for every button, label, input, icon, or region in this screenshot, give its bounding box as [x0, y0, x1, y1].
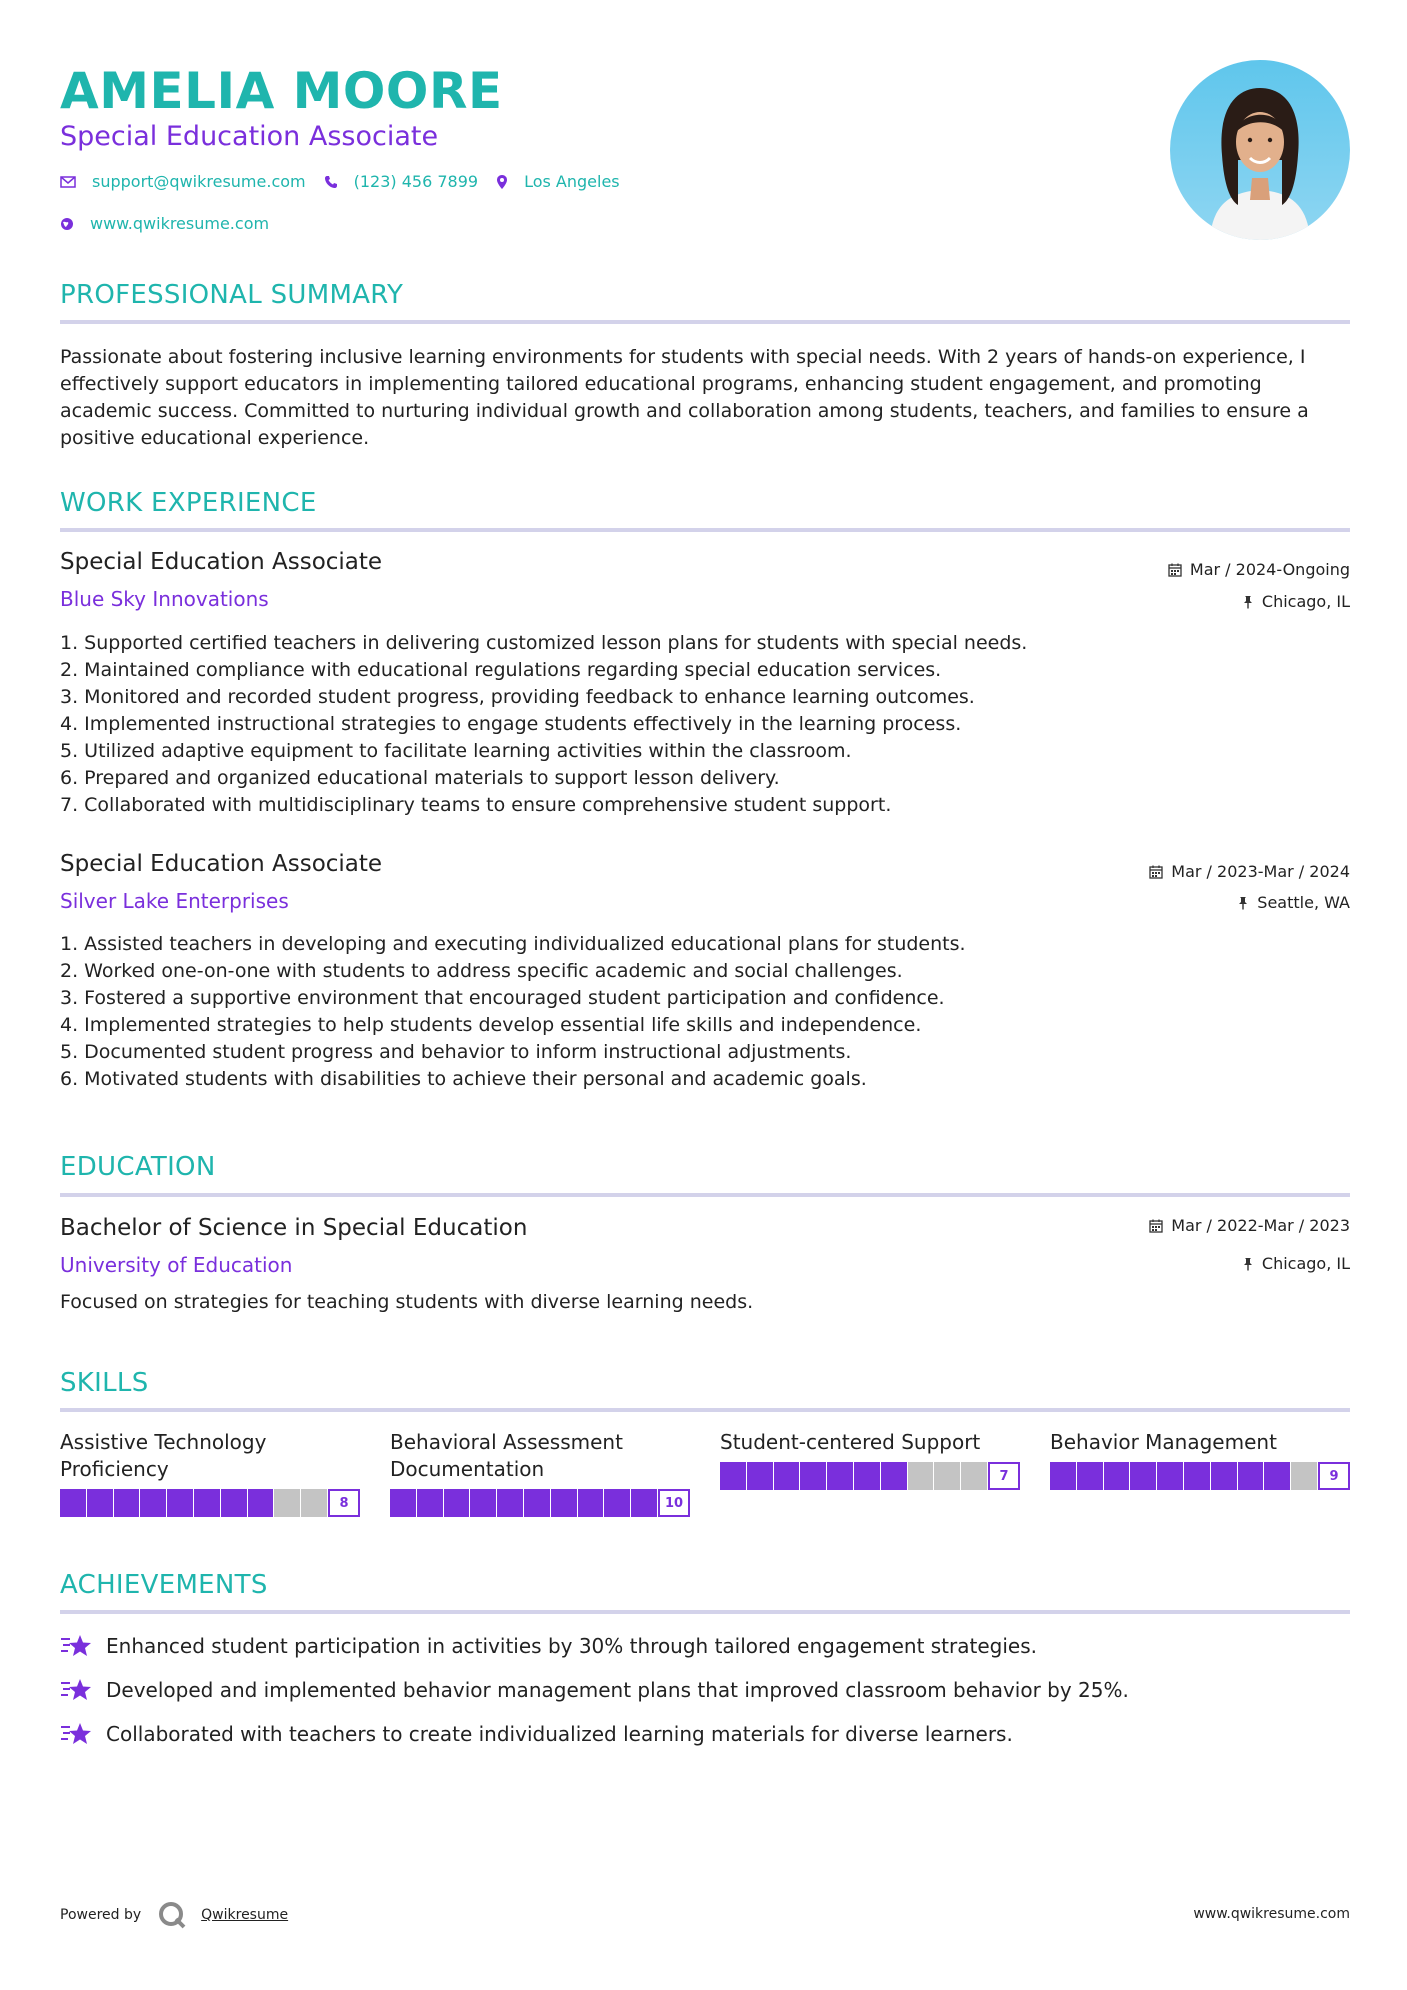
skill-segment-filled [720, 1462, 746, 1490]
pushpin-icon [1242, 595, 1254, 609]
skill-segment-filled [854, 1462, 880, 1490]
globe-icon [60, 217, 74, 231]
skill-segment-filled [551, 1489, 577, 1517]
section-divider [60, 1193, 1350, 1197]
bullet-item: 2. Maintained compliance with educational regulations regarding special education services. [60, 659, 942, 681]
skill-segment-filled [140, 1489, 166, 1517]
skill-segment-filled [1157, 1462, 1183, 1490]
skill-segment-filled [774, 1462, 800, 1490]
skill-item [1050, 1429, 1350, 1490]
company-name: Blue Sky Innovations [60, 587, 269, 611]
qwikresume-link[interactable]: Qwikresume [201, 1907, 289, 1923]
calendar-icon [1168, 563, 1182, 577]
skill-segment-filled [1104, 1462, 1130, 1490]
bullet-item: 5. Utilized adaptive equipment to facilitate learning activities within the classroom. [60, 740, 852, 762]
contact-website[interactable] [60, 214, 287, 233]
skill-bar [390, 1489, 658, 1517]
skill-segment-filled [221, 1489, 247, 1517]
skill-segment-empty [301, 1489, 327, 1517]
profile-photo [1170, 60, 1350, 240]
star-icon [60, 1677, 92, 1703]
skill-segment-filled [390, 1489, 416, 1517]
education-location-text: Chicago, IL [1261, 1254, 1350, 1273]
skill-item [720, 1429, 1020, 1490]
job-dates [1149, 862, 1350, 881]
skill-rating [60, 1489, 360, 1517]
education-dates [1149, 1216, 1350, 1235]
phone-text: (123) 456 7899 [353, 172, 479, 191]
skill-segment-filled [631, 1489, 657, 1517]
achievement-item [60, 1721, 1013, 1747]
skill-segment-empty [274, 1489, 300, 1517]
summary-heading: PROFESSIONAL SUMMARY [60, 280, 404, 310]
bullet-item: 6. Prepared and organized educational materials to support lesson delivery. [60, 767, 780, 789]
candidate-role: Special Education Associate [60, 121, 439, 152]
email-text: support@qwikresume.com [92, 172, 306, 191]
contact-phone[interactable] [324, 172, 478, 191]
job-location-text: Chicago, IL [1261, 592, 1350, 611]
education-location [1242, 1254, 1350, 1273]
website-item [60, 214, 269, 233]
summary-text: Passionate about fostering inclusive learning environments for students with special needs. With 2 years of hands-on experience, I effectively support educators in implementing tailored educational programs, enhancing student engagement, and promoting academic success. Committed to nurturing individual growth and collaboration among students, teachers, and families to ensure a positive educational experience. [60, 346, 1309, 449]
job-dates [1168, 560, 1350, 579]
pushpin-icon [1237, 896, 1249, 910]
skill-name: Student-centered Support [720, 1430, 981, 1454]
resume-page [60, 0, 1350, 1990]
bullet-item: 1. Assisted teachers in developing and executing individualized educational plans for students. [60, 933, 966, 955]
skill-segment-filled [1050, 1462, 1076, 1490]
achievement-text: Collaborated with teachers to create individualized learning materials for diverse learners. [106, 1722, 1013, 1746]
skill-segment-filled [444, 1489, 470, 1517]
achievement-item [60, 1633, 1037, 1659]
experience-heading: WORK EXPERIENCE [60, 488, 317, 518]
job-title: Special Education Associate [60, 549, 383, 575]
bullet-item: 4. Implemented instructional strategies to engage students effectively in the learning process. [60, 713, 962, 735]
section-divider [60, 1610, 1350, 1614]
skill-segment-empty [908, 1462, 934, 1490]
school-name: University of Education [60, 1253, 293, 1277]
skills-heading: SKILLS [60, 1368, 149, 1398]
skill-segment-filled [417, 1489, 443, 1517]
bullet-item: 6. Motivated students with disabilities to achieve their personal and academic goals. [60, 1068, 867, 1090]
achievements-heading: ACHIEVEMENTS [60, 1570, 268, 1600]
skill-bar [1050, 1462, 1318, 1490]
job-location-text: Seattle, WA [1257, 893, 1350, 912]
job-location [1237, 893, 1350, 912]
job-bullets [60, 931, 1350, 1093]
skill-segment-filled [524, 1489, 550, 1517]
mail-icon [60, 176, 76, 188]
education-description: Focused on strategies for teaching students with diverse learning needs. [60, 1291, 754, 1313]
job-location [1242, 592, 1350, 611]
skill-segment-filled [114, 1489, 140, 1517]
bullet-item: 5. Documented student progress and behavior to inform instructional adjustments. [60, 1041, 852, 1063]
skill-rating [720, 1462, 1020, 1490]
location-text: Los Angeles [524, 172, 620, 191]
degree-title: Bachelor of Science in Special Education [60, 1215, 528, 1241]
contact-location [496, 172, 620, 191]
skill-segment-filled [194, 1489, 220, 1517]
skill-segment-filled [747, 1462, 773, 1490]
skill-item [60, 1429, 360, 1517]
candidate-name: AMELIA MOORE [60, 62, 503, 120]
skill-level-badge: 7 [988, 1462, 1020, 1490]
qwikresume-logo-icon [157, 1900, 187, 1930]
skill-segment-filled [604, 1489, 630, 1517]
section-divider [60, 320, 1350, 324]
skill-segment-filled [248, 1489, 274, 1517]
skill-bar [60, 1489, 328, 1517]
skill-segment-filled [1211, 1462, 1237, 1490]
skill-name: Behavior Management [1050, 1430, 1277, 1454]
skill-segment-filled [1077, 1462, 1103, 1490]
skill-segment-filled [60, 1489, 86, 1517]
section-divider [60, 528, 1350, 532]
website-text: www.qwikresume.com [90, 214, 270, 233]
skill-name: Behavioral Assessment Documentation [390, 1430, 623, 1481]
star-icon [60, 1633, 92, 1659]
skill-level-badge: 9 [1318, 1462, 1350, 1490]
phone-icon [324, 175, 338, 189]
skill-segment-empty [934, 1462, 960, 1490]
bullet-item: 7. Collaborated with multidisciplinary teams to ensure comprehensive student support. [60, 794, 892, 816]
skill-segment-filled [881, 1462, 907, 1490]
education-dates-text: Mar / 2022-Mar / 2023 [1171, 1216, 1350, 1235]
skill-segment-filled [497, 1489, 523, 1517]
calendar-icon [1149, 1219, 1163, 1233]
skill-level-badge: 8 [328, 1489, 360, 1517]
contact-row [60, 172, 638, 191]
skill-level-badge: 10 [658, 1489, 690, 1517]
skill-item [390, 1429, 690, 1517]
footer-website[interactable]: www.qwikresume.com [1193, 1906, 1350, 1922]
location-pin-icon [496, 174, 508, 190]
skill-segment-filled [1184, 1462, 1210, 1490]
skill-segment-filled [167, 1489, 193, 1517]
skill-name: Assistive Technology Proficiency [60, 1430, 267, 1481]
bullet-item: 4. Implemented strategies to help students develop essential life skills and independence. [60, 1014, 922, 1036]
skill-segment-filled [827, 1462, 853, 1490]
skill-segment-filled [578, 1489, 604, 1517]
calendar-icon [1149, 865, 1163, 879]
company-name: Silver Lake Enterprises [60, 889, 289, 913]
skill-segment-filled [800, 1462, 826, 1490]
job-bullets [60, 630, 1350, 819]
skill-segment-filled [1130, 1462, 1156, 1490]
bullet-item: 2. Worked one-on-one with students to address specific academic and social challenges. [60, 960, 903, 982]
star-icon [60, 1721, 92, 1747]
footer-powered-by [60, 1900, 288, 1930]
bullet-item: 1. Supported certified teachers in delivering customized lesson plans for students with special needs. [60, 632, 1028, 654]
skill-bar [720, 1462, 988, 1490]
skill-segment-filled [1264, 1462, 1290, 1490]
bullet-item: 3. Monitored and recorded student progress, providing feedback to enhance learning outcomes. [60, 686, 975, 708]
job-title: Special Education Associate [60, 851, 383, 877]
section-divider [60, 1408, 1350, 1412]
skill-rating [1050, 1462, 1350, 1490]
skill-rating [390, 1489, 690, 1517]
skill-segment-filled [87, 1489, 113, 1517]
achievement-item [60, 1677, 1129, 1703]
pushpin-icon [1242, 1257, 1254, 1271]
skill-segment-empty [1291, 1462, 1317, 1490]
job-dates-text: Mar / 2023-Mar / 2024 [1171, 862, 1350, 881]
skill-segment-filled [470, 1489, 496, 1517]
powered-by-label: Powered by [60, 1907, 142, 1923]
bullet-item: 3. Fostered a supportive environment that encouraged student participation and confidence. [60, 987, 945, 1009]
education-heading: EDUCATION [60, 1152, 216, 1182]
skill-segment-filled [1238, 1462, 1264, 1490]
achievement-text: Enhanced student participation in activities by 30% through tailored engagement strategies. [106, 1634, 1037, 1658]
skill-segment-empty [961, 1462, 987, 1490]
achievement-text: Developed and implemented behavior management plans that improved classroom behavior by 25%. [106, 1678, 1129, 1702]
job-dates-text: Mar / 2024-Ongoing [1189, 560, 1350, 579]
contact-email[interactable] [60, 172, 306, 191]
